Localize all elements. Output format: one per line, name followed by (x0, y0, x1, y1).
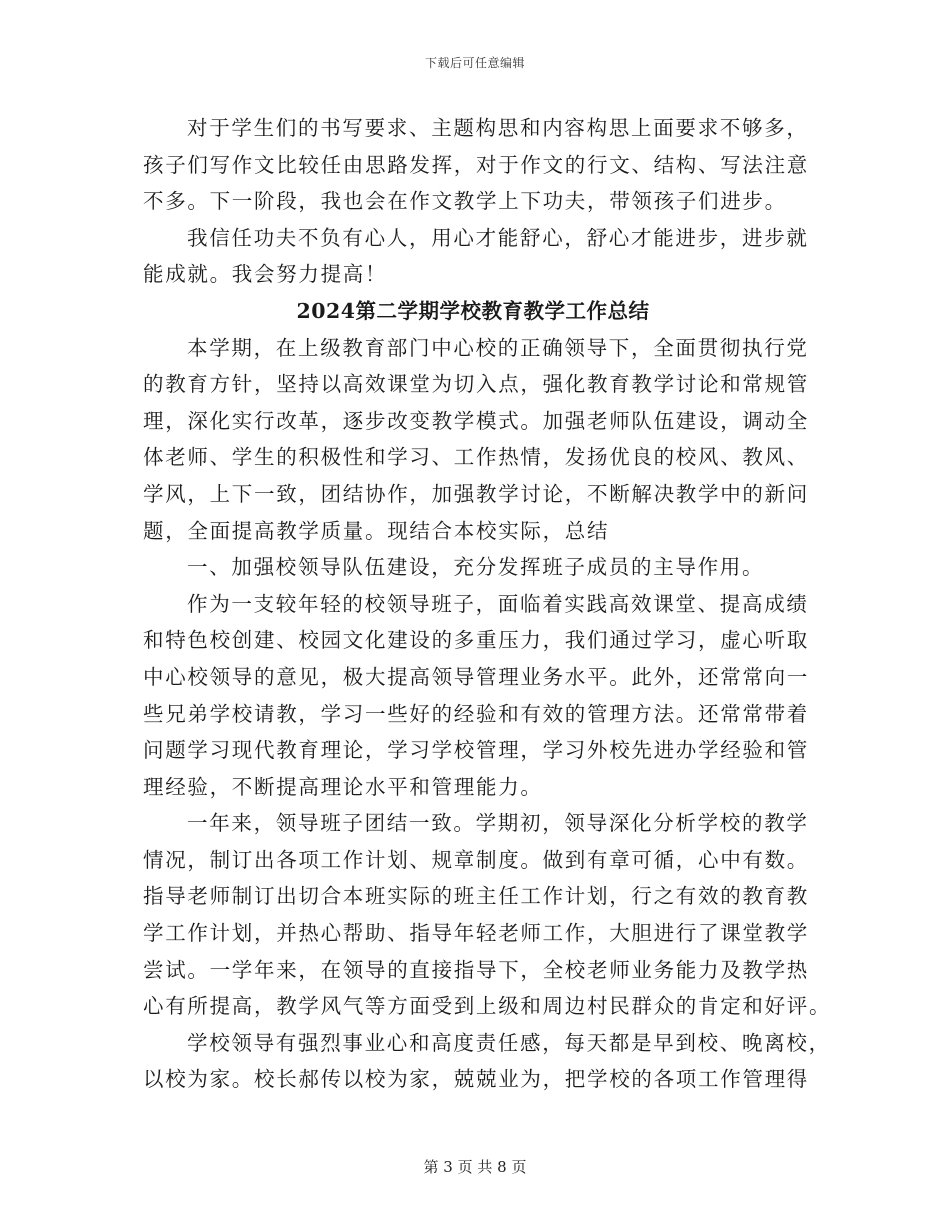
paragraph-line: 我信任功夫不负有心人，用心才能舒心，舒心才能进步，进步就 (187, 225, 809, 250)
document-body (143, 110, 832, 1098)
paragraph-line: 本学期，在上级教育部门中心校的正确领导下，全面贯彻执行党 (187, 335, 809, 360)
paragraph-line: 问题学习现代教育理论，学习学校管理，学习外校先进办学经验和管 (143, 738, 809, 763)
paragraph-line: 一年来，领导班子团结一致。学期初，领导深化分析学校的教学 (187, 811, 809, 836)
section-heading: 一、加强校领导队伍建设，充分发挥班子成员的主导作用。 (187, 555, 765, 580)
section-title: 2024第二学期学校教育教学工作总结 (296, 298, 650, 323)
paragraph-line: 心有所提高，教学风气等方面受到上级和周边村民群众的肯定和好评。 (143, 994, 832, 1019)
paragraph-line: 以校为家。校长郝传以校为家，兢兢业为，把学校的各项工作管理得 (143, 1067, 809, 1092)
paragraph-line: 学风，上下一致，团结协作，加强教学讨论，不断解决教学中的新问 (143, 481, 809, 506)
paragraph-line: 题，全面提高教学质量。现结合本校实际，总结 (143, 518, 610, 543)
paragraph-line: 不多。下一阶段，我也会在作文教学上下功夫，带领孩子们进步。 (143, 189, 787, 214)
paragraph-line: 理经验，不断提高理论水平和管理能力。 (143, 774, 543, 799)
paragraph-line: 的教育方针，坚持以高效课堂为切入点，强化教育教学讨论和常规管 (143, 372, 809, 397)
paragraph-line: 尝试。一学年来，在领导的直接指导下，全校老师业务能力及教学热 (143, 957, 809, 982)
paragraph-line: 作为一支较年轻的校领导班子，面临着实践高效课堂、提高成绩 (187, 591, 809, 616)
paragraph-line: 指导老师制订出切合本班实际的班主任工作计划，行之有效的教育教 (143, 884, 809, 909)
paragraph-line: 中心校领导的意见，极大提高领导管理业务水平。此外，还常常向一 (143, 664, 809, 689)
paragraph-line: 对于学生们的书写要求、主题构思和内容构思上面要求不够多， (187, 116, 809, 140)
page-header: 下载后可任意编辑 (424, 56, 525, 70)
paragraph-line: 和特色校创建、校园文化建设的多重压力，我们通过学习，虚心听取 (143, 628, 809, 653)
paragraph-line: 孩子们写作文比较任由思路发挥，对于作文的行文、结构、写法注意 (143, 152, 809, 177)
paragraph-line: 学工作计划，并热心帮助、指导年轻老师工作，大胆进行了课堂教学 (143, 921, 809, 946)
paragraph-line: 能成就。我会努力提高！ (143, 262, 388, 287)
paragraph-line: 些兄弟学校请教，学习一些好的经验和有效的管理方法。还常常带着 (143, 701, 809, 726)
page-footer: 第 3 页 共 8 页 (423, 1158, 527, 1176)
paragraph-line: 体老师、学生的积极性和学习、工作热情，发扬优良的校风、教风、 (143, 445, 809, 470)
paragraph-line: 情况，制订出各项工作计划、规章制度。做到有章可循，心中有数。 (143, 847, 809, 872)
paragraph-line: 学校领导有强烈事业心和高度责任感，每天都是早到校、晚离校， (187, 1030, 831, 1055)
paragraph-line: 理，深化实行改革，逐步改变教学模式。加强老师队伍建设，调动全 (143, 408, 809, 433)
